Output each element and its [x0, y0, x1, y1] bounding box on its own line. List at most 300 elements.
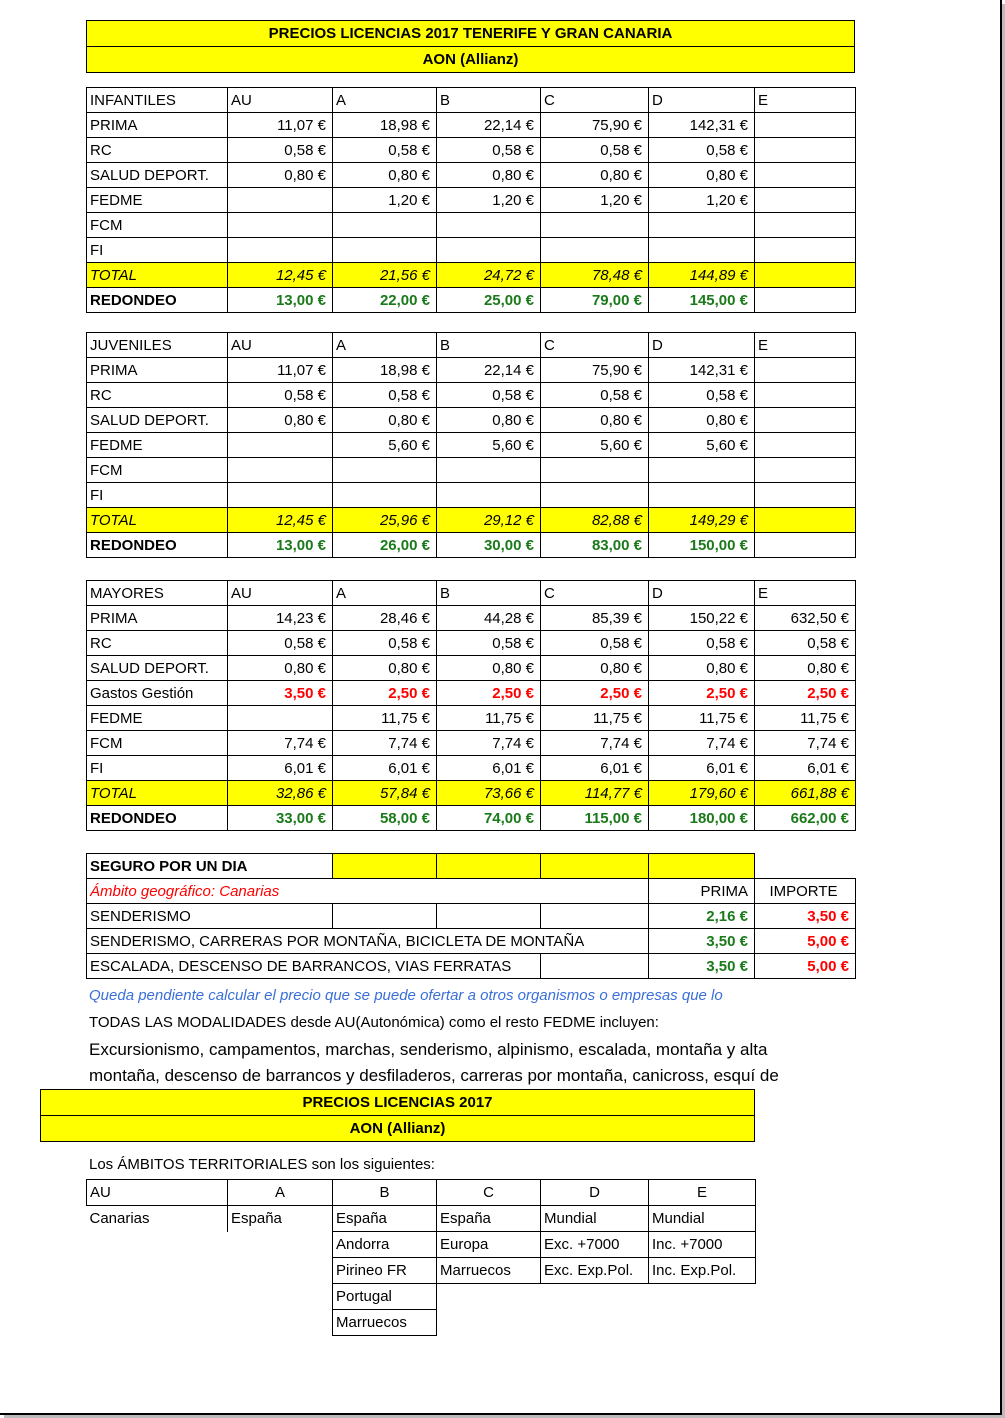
- cell-b: [437, 213, 541, 238]
- cell-e: 662,00 €: [755, 806, 856, 831]
- cell-au: 11,07 €: [228, 113, 333, 138]
- cell-au: 11,07 €: [228, 358, 333, 383]
- row-label: TOTAL: [87, 508, 228, 533]
- cell-c: 0,80 €: [541, 656, 649, 681]
- cell-c: 7,74 €: [541, 731, 649, 756]
- ambito-cell: [649, 1310, 756, 1336]
- ambito-cell: [541, 1310, 649, 1336]
- seguro-header-row: [87, 879, 856, 904]
- row-label: INFANTILES: [87, 88, 228, 113]
- cell-d: 145,00 €: [649, 288, 755, 313]
- cell-c: [541, 213, 649, 238]
- cell-c: 5,60 €: [541, 433, 649, 458]
- seguro-row-importe: 5,00 €: [755, 954, 856, 979]
- row-label: RC: [87, 383, 228, 408]
- ambito-cell: [649, 1284, 756, 1310]
- cell-au: [228, 188, 333, 213]
- table-juveniles: [86, 332, 856, 558]
- seguro-row-label: SENDERISMO, CARRERAS POR MONTAÑA, BICICLETA DE MONTAÑA: [87, 929, 649, 954]
- cell-au: [228, 458, 333, 483]
- cell-b: 30,00 €: [437, 533, 541, 558]
- seguro-yellow-cell: [649, 854, 755, 879]
- ambito-col-c: C: [437, 1180, 541, 1206]
- cell-c: 85,39 €: [541, 606, 649, 631]
- cell-au: 14,23 €: [228, 606, 333, 631]
- cell-d: 142,31 €: [649, 113, 755, 138]
- cell-a: [333, 458, 437, 483]
- cell-b: 11,75 €: [437, 706, 541, 731]
- ambitos-row: [87, 1258, 756, 1284]
- cell-c: 79,00 €: [541, 288, 649, 313]
- row-label: REDONDEO: [87, 288, 228, 313]
- section-row: [87, 358, 856, 383]
- cell-a: 0,80 €: [333, 656, 437, 681]
- cell-a: 5,60 €: [333, 433, 437, 458]
- ambito-cell: Inc. +7000: [649, 1232, 756, 1258]
- cell-b: 1,20 €: [437, 188, 541, 213]
- cell-d: 0,80 €: [649, 163, 755, 188]
- ambito-cell: [437, 1310, 541, 1336]
- ambito-cell: [87, 1284, 228, 1310]
- ambito-col-au: AU: [87, 1180, 228, 1206]
- total-row: [87, 781, 856, 806]
- cell-c: [541, 238, 649, 263]
- cell-c: 0,80 €: [541, 408, 649, 433]
- title-banner-2: [40, 1089, 755, 1116]
- cell-e: [755, 188, 856, 213]
- ambito-cell: Europa: [437, 1232, 541, 1258]
- cell-au: 12,45 €: [228, 263, 333, 288]
- cell-d: 7,74 €: [649, 731, 755, 756]
- cell-c: 75,90 €: [541, 113, 649, 138]
- cell-d: 0,80 €: [649, 656, 755, 681]
- page-title-2: PRECIOS LICENCIAS 2017: [302, 1094, 493, 1111]
- cell-a: [333, 238, 437, 263]
- cell-c: 0,80 €: [541, 163, 649, 188]
- section-row: [87, 606, 856, 631]
- cell-e: [755, 113, 856, 138]
- cell-d: 180,00 €: [649, 806, 755, 831]
- modalidades-note: TODAS LAS MODALIDADES desde AU(Autonómica) como el resto FEDME incluyen:: [89, 1014, 659, 1031]
- ambito-cell: Exc. +7000: [541, 1232, 649, 1258]
- cell-c: C: [541, 581, 649, 606]
- seguro-empty-cell: [541, 904, 649, 929]
- title-banner: [86, 20, 855, 47]
- cell-c: 114,77 €: [541, 781, 649, 806]
- ambito-cell: [228, 1310, 333, 1336]
- row-label: FEDME: [87, 433, 228, 458]
- seguro-empty-cell: [541, 954, 649, 979]
- seguro-row-prima: 3,50 €: [649, 954, 755, 979]
- section-row: [87, 383, 856, 408]
- ambito-cell: Mundial: [649, 1206, 756, 1232]
- cell-d: 150,22 €: [649, 606, 755, 631]
- ambito-cell: [87, 1258, 228, 1284]
- cell-au: AU: [228, 88, 333, 113]
- row-label: TOTAL: [87, 781, 228, 806]
- cell-e: [755, 458, 856, 483]
- row-label: PRIMA: [87, 358, 228, 383]
- section-row: [87, 756, 856, 781]
- cell-e: [755, 163, 856, 188]
- cell-au: AU: [228, 581, 333, 606]
- seguro-row: [87, 904, 856, 929]
- cell-au: 13,00 €: [228, 533, 333, 558]
- cell-b: 0,80 €: [437, 656, 541, 681]
- cell-b: 0,58 €: [437, 383, 541, 408]
- cell-a: 6,01 €: [333, 756, 437, 781]
- seguro-row: [87, 954, 856, 979]
- ambito-cell: España: [437, 1206, 541, 1232]
- cell-d: 2,50 €: [649, 681, 755, 706]
- total-row: [87, 263, 856, 288]
- cell-e: [755, 138, 856, 163]
- ambito-col-a: A: [228, 1180, 333, 1206]
- ambito-cell: Portugal: [333, 1284, 437, 1310]
- ambito-cell: [228, 1284, 333, 1310]
- row-label: FEDME: [87, 188, 228, 213]
- ambito-cell: Andorra: [333, 1232, 437, 1258]
- cell-e: [755, 408, 856, 433]
- cell-e: 2,50 €: [755, 681, 856, 706]
- cell-a: 0,58 €: [333, 631, 437, 656]
- section-row: [87, 188, 856, 213]
- cell-c: 0,58 €: [541, 383, 649, 408]
- cell-b: [437, 483, 541, 508]
- ambito-cell: [541, 1284, 649, 1310]
- cell-d: 0,58 €: [649, 631, 755, 656]
- cell-d: 11,75 €: [649, 706, 755, 731]
- cell-e: [755, 288, 856, 313]
- cell-b: 22,14 €: [437, 358, 541, 383]
- cell-a: 0,80 €: [333, 163, 437, 188]
- ambito-cell: [228, 1232, 333, 1258]
- cell-a: 0,58 €: [333, 383, 437, 408]
- cell-a: [333, 483, 437, 508]
- cell-c: 115,00 €: [541, 806, 649, 831]
- cell-b: 0,80 €: [437, 408, 541, 433]
- cell-b: B: [437, 88, 541, 113]
- cell-a: 18,98 €: [333, 358, 437, 383]
- seguro-col-importe: IMPORTE: [755, 879, 856, 904]
- cell-c: [541, 458, 649, 483]
- cell-e: 0,58 €: [755, 631, 856, 656]
- cell-e: [755, 238, 856, 263]
- row-label: FEDME: [87, 706, 228, 731]
- seguro-title-row: [87, 854, 856, 879]
- cell-b: 7,74 €: [437, 731, 541, 756]
- cell-au: 0,80 €: [228, 656, 333, 681]
- ambito-cell: [228, 1258, 333, 1284]
- row-label: SALUD DEPORT.: [87, 656, 228, 681]
- cell-e: [755, 358, 856, 383]
- cell-a: 11,75 €: [333, 706, 437, 731]
- cell-b: 73,66 €: [437, 781, 541, 806]
- row-label: SALUD DEPORT.: [87, 163, 228, 188]
- cell-b: 24,72 €: [437, 263, 541, 288]
- cell-au: 0,58 €: [228, 631, 333, 656]
- row-label: SALUD DEPORT.: [87, 408, 228, 433]
- cell-b: 2,50 €: [437, 681, 541, 706]
- ambitos-intro: Los ÁMBITOS TERRITORIALES son los siguientes:: [89, 1156, 435, 1173]
- cell-d: 0,80 €: [649, 408, 755, 433]
- row-label: FCM: [87, 458, 228, 483]
- ambito-cell: [437, 1284, 541, 1310]
- ambito-cell: Inc. Exp.Pol.: [649, 1258, 756, 1284]
- redondeo-row: [87, 533, 856, 558]
- section-row: [87, 213, 856, 238]
- cell-b: 0,58 €: [437, 631, 541, 656]
- page-subtitle-2: AON (Allianz): [349, 1120, 446, 1137]
- cell-e: 7,74 €: [755, 731, 856, 756]
- cell-d: 0,58 €: [649, 383, 755, 408]
- cell-d: 5,60 €: [649, 433, 755, 458]
- cell-c: C: [541, 333, 649, 358]
- cell-a: 22,00 €: [333, 288, 437, 313]
- seguro-empty-cell: [333, 904, 437, 929]
- ambito-cell: Marruecos: [333, 1310, 437, 1336]
- cell-au: [228, 483, 333, 508]
- cell-b: 0,80 €: [437, 163, 541, 188]
- section-header-row: [87, 581, 856, 606]
- page-subtitle: AON (Allianz): [422, 51, 519, 68]
- seguro-col-prima: PRIMA: [649, 879, 755, 904]
- table-mayores: [86, 580, 856, 831]
- section-row: [87, 681, 856, 706]
- cell-b: 6,01 €: [437, 756, 541, 781]
- cell-au: 7,74 €: [228, 731, 333, 756]
- ambito-cell: España: [228, 1206, 333, 1232]
- row-label: REDONDEO: [87, 533, 228, 558]
- cell-e: 0,80 €: [755, 656, 856, 681]
- cell-au: 6,01 €: [228, 756, 333, 781]
- ambito-cell: Mundial: [541, 1206, 649, 1232]
- cell-a: 58,00 €: [333, 806, 437, 831]
- cell-au: 12,45 €: [228, 508, 333, 533]
- section-row: [87, 238, 856, 263]
- cell-c: 1,20 €: [541, 188, 649, 213]
- cell-au: 32,86 €: [228, 781, 333, 806]
- row-label: FI: [87, 756, 228, 781]
- cell-a: [333, 213, 437, 238]
- cell-c: 78,48 €: [541, 263, 649, 288]
- cell-a: 1,20 €: [333, 188, 437, 213]
- seguro-row-label: SENDERISMO: [87, 904, 333, 929]
- section-row: [87, 433, 856, 458]
- cell-e: [755, 213, 856, 238]
- ambitos-row: [87, 1284, 756, 1310]
- cell-b: B: [437, 333, 541, 358]
- cell-c: C: [541, 88, 649, 113]
- cell-d: D: [649, 581, 755, 606]
- ambito-cell: Canarias: [87, 1206, 228, 1232]
- cell-au: 0,58 €: [228, 383, 333, 408]
- cell-au: 0,80 €: [228, 408, 333, 433]
- cell-au: [228, 706, 333, 731]
- cell-e: [755, 533, 856, 558]
- cell-a: 26,00 €: [333, 533, 437, 558]
- seguro-ambito: Ámbito geográfico: Canarias: [87, 879, 649, 904]
- seguro-row-importe: 5,00 €: [755, 929, 856, 954]
- ambito-cell: España: [333, 1206, 437, 1232]
- cell-a: 2,50 €: [333, 681, 437, 706]
- cell-d: 149,29 €: [649, 508, 755, 533]
- cell-a: A: [333, 333, 437, 358]
- table-ambitos: [86, 1179, 756, 1336]
- cell-c: 0,58 €: [541, 138, 649, 163]
- row-label: FCM: [87, 213, 228, 238]
- ambito-cell: Marruecos: [437, 1258, 541, 1284]
- cell-c: 82,88 €: [541, 508, 649, 533]
- cell-d: [649, 238, 755, 263]
- cell-b: [437, 458, 541, 483]
- seguro-row: [87, 929, 856, 954]
- seguro-empty-cell: [437, 904, 541, 929]
- ambitos-header-row: [87, 1180, 756, 1206]
- cell-a: A: [333, 581, 437, 606]
- cell-au: [228, 213, 333, 238]
- cell-b: 22,14 €: [437, 113, 541, 138]
- cell-b: 0,58 €: [437, 138, 541, 163]
- seguro-title: SEGURO POR UN DIA: [87, 854, 333, 879]
- row-label: PRIMA: [87, 606, 228, 631]
- row-label: JUVENILES: [87, 333, 228, 358]
- cell-d: [649, 458, 755, 483]
- cell-a: 57,84 €: [333, 781, 437, 806]
- row-label: TOTAL: [87, 263, 228, 288]
- seguro-yellow-cell: [333, 854, 437, 879]
- cell-d: 150,00 €: [649, 533, 755, 558]
- ambito-cell: [87, 1232, 228, 1258]
- ambito-cell: Pirineo FR: [333, 1258, 437, 1284]
- cell-au: 33,00 €: [228, 806, 333, 831]
- cell-d: 1,20 €: [649, 188, 755, 213]
- cell-c: 75,90 €: [541, 358, 649, 383]
- cell-au: [228, 433, 333, 458]
- cell-au: [228, 238, 333, 263]
- cell-a: 28,46 €: [333, 606, 437, 631]
- row-label: FI: [87, 238, 228, 263]
- redondeo-row: [87, 806, 856, 831]
- cell-e: [755, 433, 856, 458]
- cell-e: E: [755, 333, 856, 358]
- cell-c: 0,58 €: [541, 631, 649, 656]
- cell-e: [755, 263, 856, 288]
- cell-e: [755, 383, 856, 408]
- cell-d: [649, 483, 755, 508]
- ambito-col-d: D: [541, 1180, 649, 1206]
- cell-a: 0,80 €: [333, 408, 437, 433]
- section-row: [87, 706, 856, 731]
- cell-e: 632,50 €: [755, 606, 856, 631]
- cell-d: 179,60 €: [649, 781, 755, 806]
- cell-e: [755, 508, 856, 533]
- cell-b: B: [437, 581, 541, 606]
- seguro-yellow-cell: [437, 854, 541, 879]
- cell-d: [649, 213, 755, 238]
- cell-b: 25,00 €: [437, 288, 541, 313]
- cell-b: [437, 238, 541, 263]
- table-infantiles: [86, 87, 856, 313]
- cell-au: 0,58 €: [228, 138, 333, 163]
- seguro-row-label: ESCALADA, DESCENSO DE BARRANCOS, VIAS FERRATAS: [87, 954, 541, 979]
- cell-b: 5,60 €: [437, 433, 541, 458]
- total-row: [87, 508, 856, 533]
- seguro-row-prima: 2,16 €: [649, 904, 755, 929]
- cell-d: 0,58 €: [649, 138, 755, 163]
- cell-b: 44,28 €: [437, 606, 541, 631]
- modalidades-line-2: montaña, descenso de barrancos y desfiladeros, carreras por montaña, canicross, esquí de: [89, 1066, 779, 1085]
- cell-d: D: [649, 333, 755, 358]
- ambito-col-e: E: [649, 1180, 756, 1206]
- subtitle-banner: [86, 46, 855, 73]
- section-header-row: [87, 88, 856, 113]
- ambito-cell: Exc. Exp.Pol.: [541, 1258, 649, 1284]
- cell-au: 3,50 €: [228, 681, 333, 706]
- row-label: PRIMA: [87, 113, 228, 138]
- cell-d: 6,01 €: [649, 756, 755, 781]
- cell-au: 0,80 €: [228, 163, 333, 188]
- cell-e: 6,01 €: [755, 756, 856, 781]
- cell-d: 142,31 €: [649, 358, 755, 383]
- seguro-blank-cell: [755, 854, 856, 879]
- cell-a: 18,98 €: [333, 113, 437, 138]
- redondeo-row: [87, 288, 856, 313]
- cell-e: E: [755, 581, 856, 606]
- section-row: [87, 408, 856, 433]
- row-label: FI: [87, 483, 228, 508]
- seguro-row-prima: 3,50 €: [649, 929, 755, 954]
- cell-au: 13,00 €: [228, 288, 333, 313]
- cell-e: 11,75 €: [755, 706, 856, 731]
- cell-au: AU: [228, 333, 333, 358]
- row-label: RC: [87, 138, 228, 163]
- cell-a: A: [333, 88, 437, 113]
- seguro-yellow-cell: [541, 854, 649, 879]
- cell-a: 7,74 €: [333, 731, 437, 756]
- ambito-col-b: B: [333, 1180, 437, 1206]
- table-seguro-dia: [86, 853, 856, 979]
- section-row: [87, 731, 856, 756]
- cell-d: D: [649, 88, 755, 113]
- cell-a: 0,58 €: [333, 138, 437, 163]
- section-row: [87, 483, 856, 508]
- ambitos-row: [87, 1206, 756, 1232]
- subtitle-banner-2: [40, 1115, 755, 1142]
- section-row: [87, 163, 856, 188]
- row-label: RC: [87, 631, 228, 656]
- section-row: [87, 113, 856, 138]
- ambitos-row: [87, 1232, 756, 1258]
- cell-a: 21,56 €: [333, 263, 437, 288]
- section-row: [87, 138, 856, 163]
- row-label: FCM: [87, 731, 228, 756]
- cell-c: 11,75 €: [541, 706, 649, 731]
- cell-e: 661,88 €: [755, 781, 856, 806]
- row-label: REDONDEO: [87, 806, 228, 831]
- section-row: [87, 631, 856, 656]
- cell-c: 6,01 €: [541, 756, 649, 781]
- section-header-row: [87, 333, 856, 358]
- row-label: Gastos Gestión: [87, 681, 228, 706]
- cell-b: 74,00 €: [437, 806, 541, 831]
- cell-b: 29,12 €: [437, 508, 541, 533]
- section-row: [87, 656, 856, 681]
- cell-a: 25,96 €: [333, 508, 437, 533]
- cell-c: 2,50 €: [541, 681, 649, 706]
- cell-e: [755, 483, 856, 508]
- pending-note: Queda pendiente calcular el precio que se puede ofertar a otros organismos o empresas que lo: [89, 987, 723, 1004]
